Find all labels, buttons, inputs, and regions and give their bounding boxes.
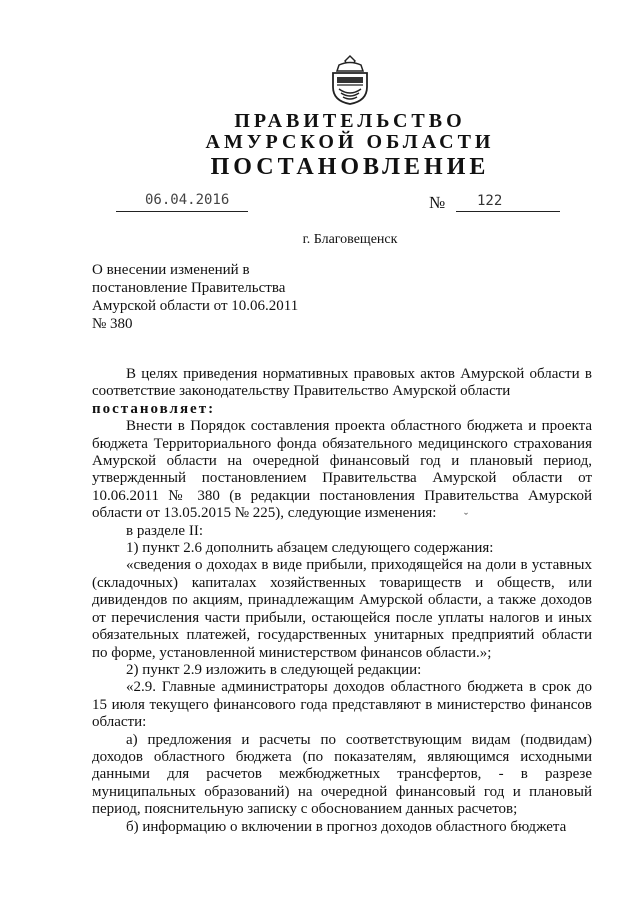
document-number: 122 <box>477 193 503 209</box>
date-underline <box>116 211 248 212</box>
number-underline <box>456 211 560 212</box>
city-label: г. Благовещенск <box>302 232 398 247</box>
preamble-paragraph: В целях приведения нормативных правовых актов Амурской области в соответствие законодательству Правительство Амурской области <box>92 366 592 400</box>
coat-of-arms-icon <box>327 55 373 105</box>
body-paragraph: «2.9. Главные администраторы доходов областного бюджета в срок до 15 июля текущего финансового года представляют в министерство финансов области: <box>92 679 592 731</box>
body-paragraph: 1) пункт 2.6 дополнить абзацем следующего содержания: <box>126 540 494 557</box>
government-name-line2: АМУРСКОЙ ОБЛАСТИ <box>205 131 495 153</box>
body-paragraph: Внести в Порядок составления проекта областного бюджета и проекта бюджета Территориального фонда обязательного медицинского страхования Амурской области на очередной финансовый год и плановый период, утвержденный постановлением Правительства Амурской области от 10.06.2011 № 380 (в редакции постановления Правительства Амурской области от 13.05.2015 № 225), следующие изменения: <box>92 418 592 522</box>
government-name-line1: ПРАВИТЕЛЬСТВО <box>234 110 466 132</box>
body-paragraph: а) предложения и расчеты по соответствующим видам (подвидам) доходов областного бюджета (по показателям, являющимся исходными данными для расчетов межбюджетных трансфертов, - в разрезе муниципальных образований) на очередной финансовый год и плановый период, пояснительную записку с обоснованием данных расчетов; <box>92 731 592 818</box>
subject-line: постановление Правительства <box>92 280 286 296</box>
subject-line: О внесении изменений в <box>92 262 250 278</box>
body-paragraph: 2) пункт 2.9 изложить в следующей редакции: <box>126 661 422 678</box>
scan-mark: ˇ <box>464 510 468 524</box>
document-body <box>92 366 592 836</box>
document-type: ПОСТАНОВЛЕНИЕ <box>210 154 490 180</box>
resolves-heading: постановляет: <box>92 400 216 417</box>
number-sign: № <box>429 193 446 212</box>
subject-line: № 380 <box>92 316 133 332</box>
body-paragraph: б) информацию о включении в прогноз доходов областного бюджета <box>126 818 567 835</box>
body-paragraph: «сведения о доходах в виде прибыли, приходящейся на доли в уставных (складочных) капиталах хозяйственных товариществ и обществ, или дивидендов по акциям, принадлежащим Амурской области, а также доходов от перечисления части прибыли, остающейся после уплаты налогов и иных обязательных платежей, государственных унитарных предприятий области по форме, установленной министерством финансов области.»; <box>92 557 592 661</box>
document-date: 06.04.2016 <box>145 192 230 208</box>
document-subject <box>92 261 312 333</box>
body-paragraph: в разделе II: <box>126 522 203 539</box>
subject-line: Амурской области от 10.06.2011 <box>92 298 299 314</box>
